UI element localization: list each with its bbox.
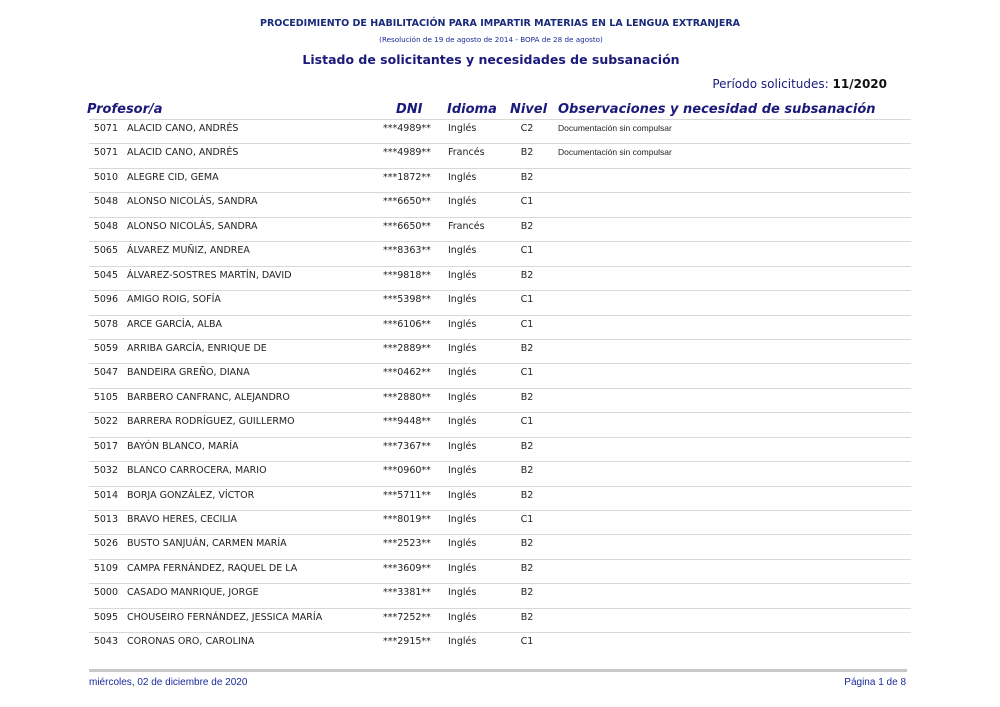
row-nivel: C1: [520, 514, 534, 525]
row-divider: [89, 143, 911, 144]
row-code: 5000: [93, 587, 118, 599]
row-idioma: Inglés: [448, 587, 477, 599]
row-divider: [89, 217, 911, 218]
row-nivel: B2: [520, 269, 534, 281]
row-name: CORONAS ORO, CAROLINA: [127, 636, 255, 648]
table-row: [0, 437, 1000, 461]
row-divider: [89, 388, 911, 389]
row-idioma: Inglés: [448, 489, 477, 501]
row-idioma: Inglés: [448, 123, 477, 134]
table-row: [0, 559, 1000, 583]
row-nivel: C1: [520, 294, 534, 306]
table-row: [0, 315, 1000, 339]
row-idioma: Inglés: [448, 245, 477, 257]
row-idioma: Inglés: [448, 636, 477, 648]
row-divider: [89, 315, 911, 316]
row-code: 5059: [93, 342, 118, 354]
row-dni: ***3609**: [383, 562, 431, 574]
row-nivel: B2: [520, 489, 534, 501]
row-nivel: B2: [520, 587, 534, 599]
table-row: [0, 510, 1000, 534]
row-idioma: Inglés: [448, 440, 477, 452]
row-nivel: B2: [520, 342, 534, 354]
period-value: 11/2020: [832, 77, 887, 91]
table-row: [0, 290, 1000, 314]
row-nivel: B2: [520, 538, 534, 550]
row-divider: [89, 363, 911, 364]
row-dni: ***1872**: [383, 171, 431, 183]
row-code: 5096: [93, 294, 118, 306]
period-label: Período solicitudes:: [712, 77, 829, 91]
table-row: [0, 363, 1000, 387]
row-name: ALONSO NICOLÁS, SANDRA: [127, 196, 258, 208]
row-idioma: Inglés: [448, 611, 477, 623]
row-dni: ***9818**: [383, 269, 431, 281]
row-nivel: B2: [520, 465, 534, 477]
row-divider: [89, 266, 911, 267]
row-divider: [89, 339, 911, 340]
row-divider: [89, 119, 911, 120]
row-idioma: Inglés: [448, 391, 477, 403]
row-code: 5010: [93, 171, 118, 183]
row-observaciones: Documentación sin compulsar: [558, 147, 672, 158]
row-name: BAYÓN BLANCO, MARÍA: [127, 440, 239, 452]
row-name: BLANCO CARROCERA, MARIO: [127, 465, 267, 477]
row-idioma: Inglés: [448, 465, 477, 477]
row-dni: ***6650**: [383, 220, 431, 232]
row-dni: ***7252**: [383, 611, 431, 623]
row-dni: ***5711**: [383, 489, 431, 501]
applicants-table: [0, 119, 1000, 657]
row-nivel: C1: [520, 196, 534, 208]
row-code: 5045: [93, 269, 118, 281]
list-title: Listado de solicitantes y necesidades de subsanación: [302, 52, 680, 67]
row-divider: [89, 510, 911, 511]
table-row: [0, 143, 1000, 167]
row-dni: ***2523**: [383, 538, 431, 550]
row-name: BRAVO HERES, CECILIA: [127, 514, 237, 525]
row-code: 5017: [93, 440, 118, 452]
row-dni: ***2915**: [383, 636, 431, 648]
row-name: BARBERO CANFRANC, ALEJANDRO: [127, 391, 290, 403]
row-divider: [89, 534, 911, 535]
row-nivel: B2: [520, 171, 534, 183]
row-idioma: Inglés: [448, 318, 477, 330]
row-divider: [89, 559, 911, 560]
row-dni: ***5398**: [383, 294, 431, 306]
document-subtitle: (Resolución de 19 de agosto de 2014 - BOPA de 28 de agosto): [379, 35, 603, 44]
row-idioma: Francés: [448, 220, 485, 232]
row-name: ALACID CANO, ANDRÉS: [127, 123, 239, 134]
row-name: CAMPA FERNÁNDEZ, RAQUEL DE LA: [127, 562, 298, 574]
column-header-observaciones: Observaciones y necesidad de subsanación: [558, 102, 876, 117]
period-info: [712, 77, 887, 91]
row-name: ÁLVAREZ MUÑIZ, ANDREA: [127, 245, 250, 257]
table-row: [0, 608, 1000, 632]
row-code: 5043: [93, 636, 118, 648]
table-row: [0, 339, 1000, 363]
row-name: ALACID CANO, ANDRÉS: [127, 147, 239, 159]
row-idioma: Inglés: [448, 538, 477, 550]
table-row: [0, 583, 1000, 607]
row-name: ARCE GARCÍA, ALBA: [127, 318, 223, 330]
row-dni: ***8363**: [383, 245, 431, 257]
row-nivel: B2: [520, 391, 534, 403]
row-name: CHOUSEIRO FERNÁNDEZ, JESSICA MARÍA: [127, 611, 323, 623]
table-row: [0, 168, 1000, 192]
row-nivel: B2: [520, 562, 534, 574]
row-name: BANDEIRA GREÑO, DIANA: [127, 367, 250, 379]
row-dni: ***2889**: [383, 342, 431, 354]
column-header-nivel: Nivel: [510, 102, 548, 117]
footer-divider: [89, 669, 907, 672]
row-dni: ***3381**: [383, 587, 431, 599]
row-nivel: B2: [520, 220, 534, 232]
row-dni: ***2880**: [383, 391, 431, 403]
footer-page-number: Página 1 de 8: [844, 677, 906, 688]
row-code: 5047: [93, 367, 118, 379]
row-dni: ***7367**: [383, 440, 431, 452]
row-name: ALONSO NICOLÁS, SANDRA: [127, 220, 258, 232]
row-name: ARRIBA GARCÍA, ENRIQUE DE: [127, 342, 267, 354]
row-code: 5014: [93, 489, 118, 501]
row-divider: [89, 461, 911, 462]
row-code: 5048: [93, 220, 118, 232]
row-code: 5013: [93, 514, 118, 525]
row-nivel: B2: [520, 147, 534, 159]
table-row: [0, 632, 1000, 656]
row-idioma: Inglés: [448, 562, 477, 574]
table-row: [0, 388, 1000, 412]
row-code: 5109: [93, 562, 118, 574]
row-name: BUSTO SANJUÁN, CARMEN MARÍA: [127, 538, 287, 550]
row-divider: [89, 583, 911, 584]
table-row: [0, 241, 1000, 265]
row-nivel: C1: [520, 245, 534, 257]
row-code: 5026: [93, 538, 118, 550]
table-row: [0, 119, 1000, 143]
table-row: [0, 534, 1000, 558]
table-row: [0, 217, 1000, 241]
table-row: [0, 192, 1000, 216]
footer-date: miércoles, 02 de diciembre de 2020: [89, 677, 248, 688]
row-code: 5095: [93, 611, 118, 623]
row-dni: ***0960**: [383, 465, 431, 477]
row-divider: [89, 241, 911, 242]
row-idioma: Inglés: [448, 514, 477, 525]
row-idioma: Inglés: [448, 196, 477, 208]
row-name: CASADO MANRIQUE, JORGE: [127, 587, 259, 599]
row-nivel: B2: [520, 611, 534, 623]
row-divider: [89, 168, 911, 169]
row-idioma: Inglés: [448, 416, 477, 428]
row-name: BORJA GONZÁLEZ, VÍCTOR: [127, 489, 255, 501]
row-divider: [89, 608, 911, 609]
row-idioma: Francés: [448, 147, 485, 159]
row-code: 5105: [93, 391, 118, 403]
row-idioma: Inglés: [448, 294, 477, 306]
row-divider: [89, 290, 911, 291]
row-name: ALEGRE CID, GEMA: [127, 171, 219, 183]
row-code: 5078: [93, 318, 118, 330]
row-code: 5071: [93, 123, 118, 134]
row-observaciones: Documentación sin compulsar: [558, 123, 672, 133]
document-title: PROCEDIMIENTO DE HABILITACIÓN PARA IMPARTIR MATERIAS EN LA LENGUA EXTRANJERA: [259, 18, 740, 29]
column-header-dni: DNI: [396, 102, 423, 117]
row-dni: ***6650**: [383, 196, 431, 208]
table-row: [0, 266, 1000, 290]
row-code: 5065: [93, 245, 118, 257]
row-dni: ***9448**: [383, 416, 431, 428]
row-nivel: C1: [520, 367, 534, 379]
row-nivel: C1: [520, 636, 534, 648]
row-dni: ***4989**: [383, 123, 431, 134]
row-code: 5048: [93, 196, 118, 208]
row-dni: ***0462**: [383, 367, 431, 379]
row-idioma: Inglés: [448, 367, 477, 379]
column-header-idioma: Idioma: [447, 102, 497, 117]
row-divider: [89, 486, 911, 487]
row-dni: ***8019**: [383, 514, 431, 525]
row-nivel: C1: [520, 318, 534, 330]
row-code: 5032: [93, 465, 118, 477]
row-nivel: B2: [520, 440, 534, 452]
row-name: ÁLVAREZ-SOSTRES MARTÍN, DAVID: [127, 269, 292, 281]
row-divider: [89, 192, 911, 193]
row-dni: ***6106**: [383, 318, 431, 330]
row-nivel: C2: [520, 123, 534, 134]
row-idioma: Inglés: [448, 342, 477, 354]
row-name: BARRERA RODRÍGUEZ, GUILLERMO: [127, 416, 295, 428]
row-code: 5071: [93, 147, 118, 159]
table-row: [0, 412, 1000, 436]
row-dni: ***4989**: [383, 147, 431, 159]
row-code: 5022: [93, 416, 118, 428]
column-header-profesor: Profesor/a: [87, 102, 163, 117]
row-nivel: C1: [520, 416, 534, 428]
table-row: [0, 461, 1000, 485]
row-divider: [89, 632, 911, 633]
row-name: AMIGO ROIG, SOFÍA: [127, 294, 221, 306]
row-divider: [89, 412, 911, 413]
row-divider: [89, 437, 911, 438]
row-idioma: Inglés: [448, 269, 477, 281]
table-row: [0, 486, 1000, 510]
row-idioma: Inglés: [448, 171, 477, 183]
